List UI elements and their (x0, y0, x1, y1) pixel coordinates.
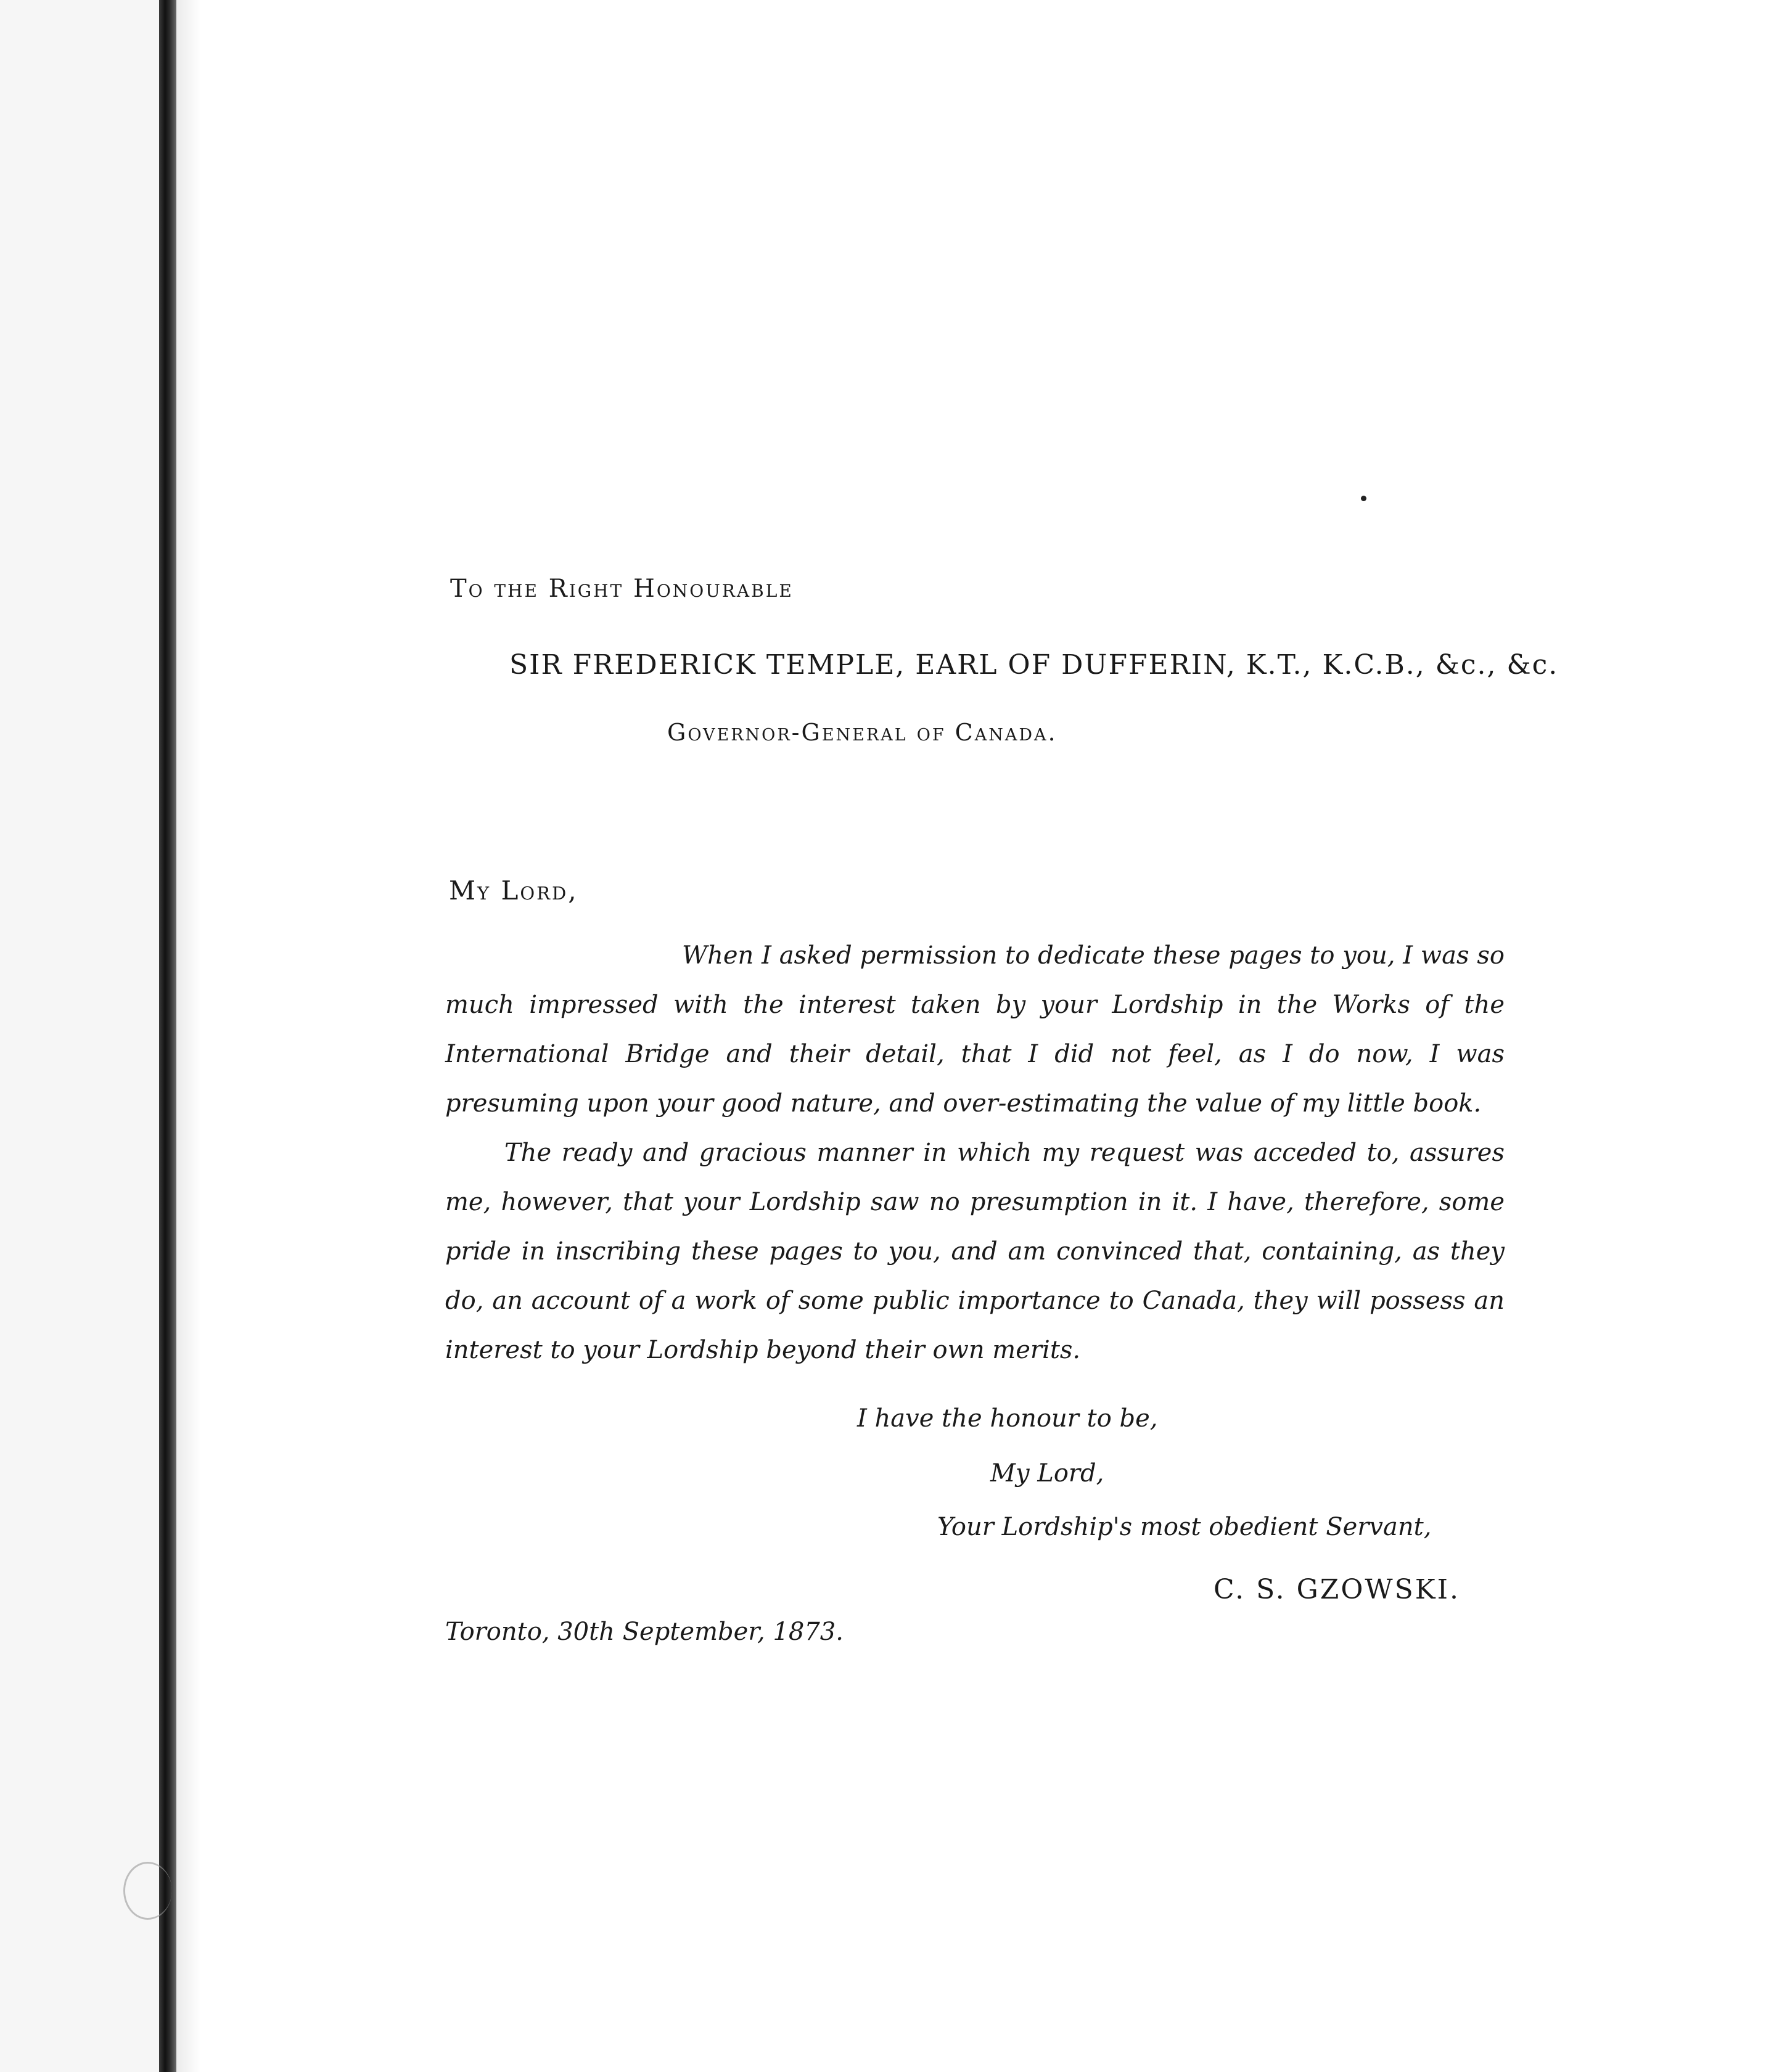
letter-paragraph-1: When I asked permission to dedicate these pages to you, I was so much impressed with the interest taken by your Lordship in the Works of the International Bridge and their detail, that I did not feel, as I do now, I was presuming upon your good nature, and over-estimating the value of my little book. (445, 941, 1505, 1118)
signature: C. S. GZOWSKI. (1214, 1574, 1461, 1605)
closing-line-3: Your Lordship's most obedient Servant, (937, 1513, 1432, 1541)
letter-paragraph-2: The ready and gracious manner in which my request was acceded to, assures me, however, that your Lordship saw no presumption in it. I have, therefore, some pride in inscribing these pages to you, and am convinced that, containing, as they do, an account of a work of some public importance to Canada, they will possess an interest to your Lordship beyond their own merits. (445, 1139, 1505, 1364)
addressee-prefix: To the Right Honourable (450, 575, 794, 603)
letter-salutation: My Lord, (449, 875, 578, 906)
scan-margin (0, 0, 159, 2072)
spine-shadow (176, 0, 201, 2072)
ink-speck (1361, 496, 1366, 501)
scan-artifact (123, 1862, 172, 1920)
addressee-office: Governor-General of Canada. (667, 719, 1058, 746)
book-spine-edge (159, 0, 176, 2072)
closing-line-1: I have the honour to be, (857, 1404, 1158, 1433)
closing-line-2: My Lord, (990, 1459, 1104, 1488)
place-date: Toronto, 30th September, 1873. (445, 1618, 844, 1646)
letter-body (445, 931, 1505, 1375)
addressee-name: SIR FREDERICK TEMPLE, EARL OF DUFFERIN, K.T., K.C.B., &c., &c. (509, 649, 1559, 681)
